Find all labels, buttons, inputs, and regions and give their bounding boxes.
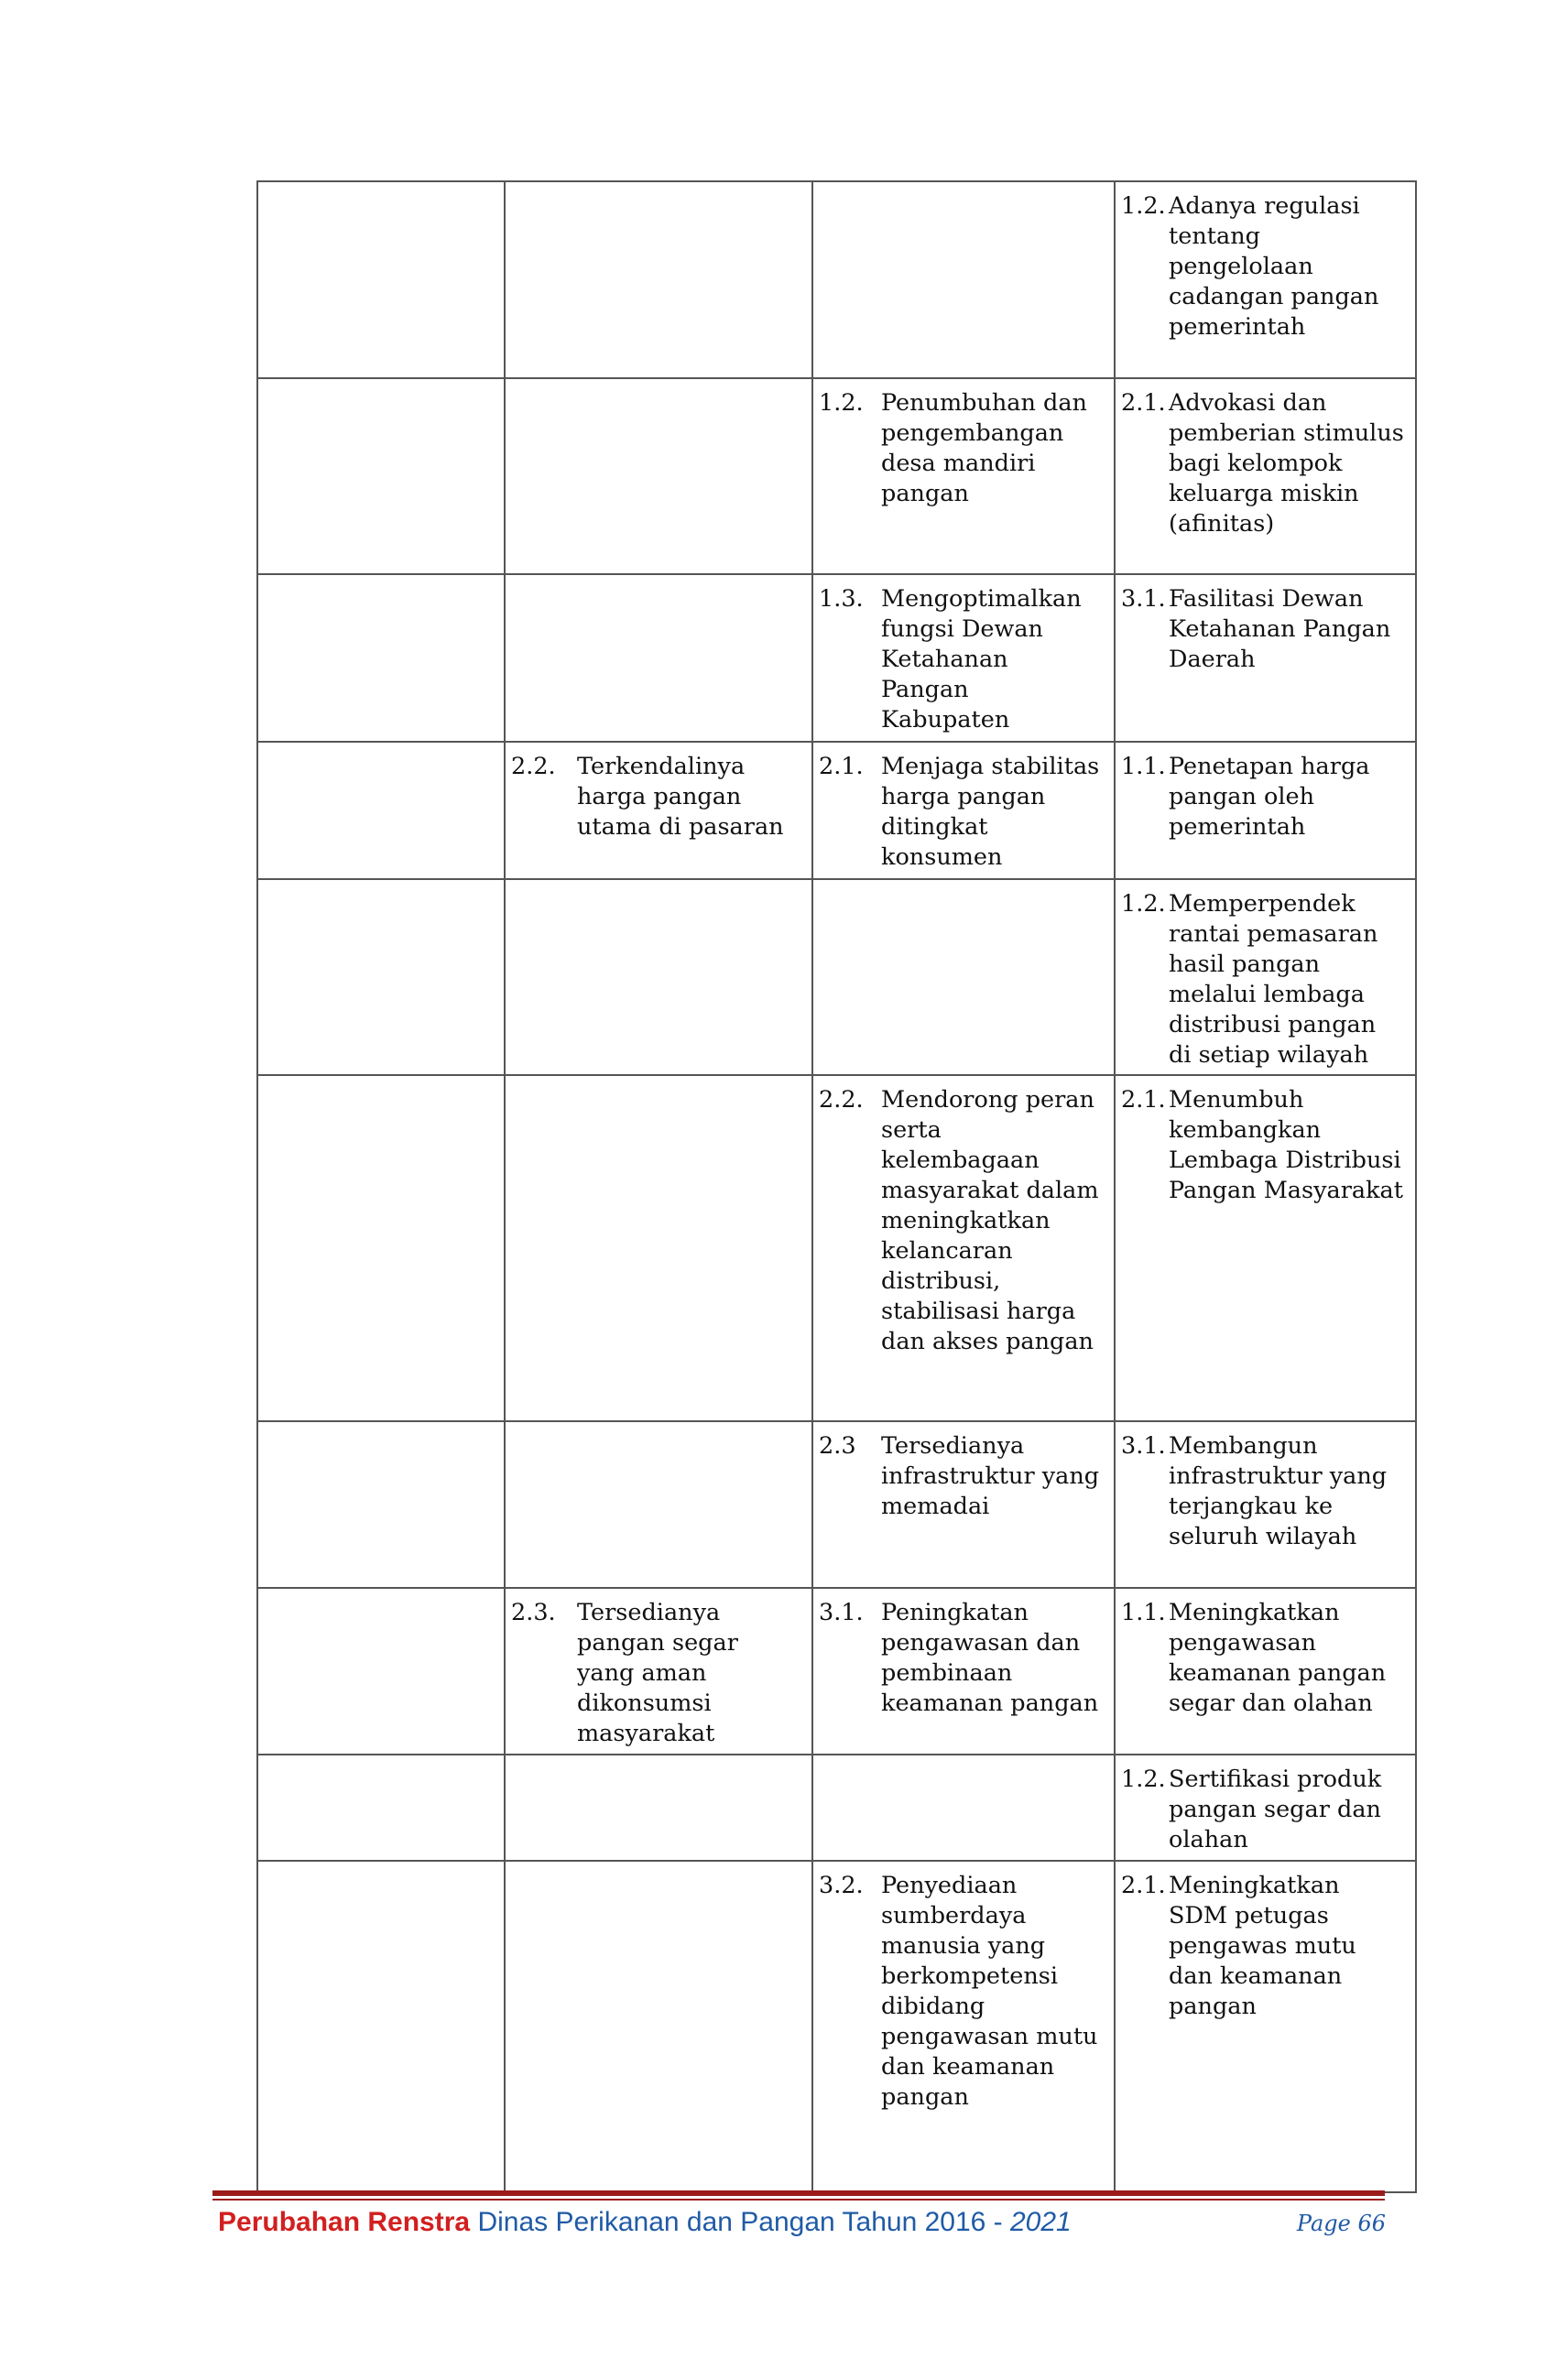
item-text: Peningkatan pengawasan dan pembinaan keamanan pangan (881, 1599, 1099, 1717)
table-cell-c2 (505, 1075, 812, 1421)
item-number: 2.1. (819, 753, 864, 780)
item-number: 3.1. (819, 1599, 864, 1626)
list-item (511, 1598, 800, 1749)
list-item (1121, 191, 1404, 342)
table-cell-c2 (505, 181, 812, 378)
table-cell-c2 (505, 1755, 812, 1861)
table-row (257, 181, 1416, 378)
item-text: Penyediaan sumberdaya manusia yang berkompetensi dibidang pengawasan mutu dan keamanan pangan (881, 1872, 1098, 2111)
table-cell-c1 (257, 1861, 505, 2192)
footer-year: 2021 (1010, 2207, 1072, 2237)
item-text: Advokasi dan pemberian stimulus bagi kelompok keluarga miskin (afinitas) (1169, 389, 1404, 538)
list-item (511, 752, 800, 842)
table-cell-c4 (1115, 378, 1416, 574)
table-cell-c1 (257, 181, 505, 378)
table-cell-c4 (1115, 742, 1416, 879)
page-number: Page 66 (1296, 2211, 1386, 2236)
item-text: Menjaga stabilitas harga pangan ditingkat konsumen (881, 753, 1100, 871)
item-text: Sertifikasi produk pangan segar dan olahan (1169, 1766, 1382, 1853)
item-number: 1.2. (1121, 1766, 1166, 1793)
table-cell-c4 (1115, 1755, 1416, 1861)
item-text: Membangun infrastruktur yang terjangkau ke seluruh wilayah (1169, 1432, 1388, 1550)
table-cell-c4 (1115, 574, 1416, 742)
item-text: Menumbuh kembangkan Lembaga Distribusi Pangan Masyarakat (1169, 1086, 1403, 1204)
table-cell-c2 (505, 378, 812, 574)
table-cell-c1 (257, 378, 505, 574)
list-item (1121, 388, 1404, 539)
footer-rule-thin (212, 2199, 1385, 2201)
item-number: 2.1. (1121, 1086, 1166, 1114)
table-cell-c3 (812, 1861, 1115, 2192)
table-cell-c3 (812, 574, 1115, 742)
list-item (819, 388, 1103, 509)
list-item (819, 1871, 1103, 2113)
list-item (819, 752, 1103, 873)
item-text: Memperpendek rantai pemasaran hasil pangan melalui lembaga distribusi pangan di setiap wilayah (1169, 890, 1378, 1069)
item-text: Adanya regulasi tentang pengelolaan cadangan pangan pemerintah (1169, 192, 1379, 341)
list-item (1121, 1871, 1404, 2022)
table-cell-c3 (812, 742, 1115, 879)
footer-rule (212, 2190, 1385, 2196)
table-cell-c2 (505, 1421, 812, 1588)
list-item (819, 1431, 1103, 1522)
table-row (257, 1755, 1416, 1861)
item-text: Terkendalinya harga pangan utama di pasaran (577, 753, 784, 841)
table-cell-c3 (812, 1421, 1115, 1588)
item-number: 1.3. (819, 585, 864, 613)
table-cell-c4 (1115, 181, 1416, 378)
item-text: Penumbuhan dan pengembangan desa mandiri pangan (881, 389, 1087, 507)
table-row (257, 1075, 1416, 1421)
table-row (257, 378, 1416, 574)
item-text: Tersedianya infrastruktur yang memadai (881, 1432, 1100, 1520)
table-cell-c2 (505, 1588, 812, 1755)
table-cell-c1 (257, 879, 505, 1075)
table-row (257, 1421, 1416, 1588)
list-item (1121, 752, 1404, 842)
table-cell-c1 (257, 1075, 505, 1421)
table-cell-c3 (812, 1588, 1115, 1755)
item-number: 2.2. (511, 753, 556, 780)
table-cell-c1 (257, 742, 505, 879)
table-cell-c2 (505, 1861, 812, 2192)
item-number: 1.1. (1121, 1599, 1166, 1626)
item-number: 3.2. (819, 1872, 864, 1899)
table-cell-c1 (257, 1588, 505, 1755)
table-cell-c1 (257, 1421, 505, 1588)
item-number: 2.2. (819, 1086, 864, 1114)
item-number: 2.1. (1121, 1872, 1166, 1899)
table-cell-c2 (505, 742, 812, 879)
table-cell-c4 (1115, 1075, 1416, 1421)
table-cell-c4 (1115, 1421, 1416, 1588)
list-item (1121, 1431, 1404, 1552)
table-row (257, 1588, 1416, 1755)
table-cell-c4 (1115, 879, 1416, 1075)
item-text: Meningkatkan pengawasan keamanan pangan segar dan olahan (1169, 1599, 1387, 1717)
table-cell-c1 (257, 1755, 505, 1861)
item-number: 2.1. (1121, 389, 1166, 417)
item-text: Meningkatkan SDM petugas pengawas mutu dan keamanan pangan (1169, 1872, 1356, 2020)
item-text: Fasilitasi Dewan Ketahanan Pangan Daerah (1169, 585, 1391, 673)
table-row (257, 742, 1416, 879)
footer-title-bold: Perubahan Renstra (218, 2207, 471, 2237)
table-cell-c2 (505, 574, 812, 742)
table-body (257, 181, 1416, 2192)
table-cell-c3 (812, 378, 1115, 574)
table-cell-c3 (812, 1075, 1115, 1421)
strategy-table (256, 180, 1417, 2193)
item-number: 2.3 (819, 1432, 856, 1460)
item-number: 1.2. (1121, 890, 1166, 918)
table-cell-c1 (257, 574, 505, 742)
list-item (1121, 1598, 1404, 1719)
table-cell-c2 (505, 879, 812, 1075)
table-cell-c3 (812, 181, 1115, 378)
item-text: Tersedianya pangan segar yang aman dikonsumsi masyarakat (577, 1599, 738, 1747)
table-cell-c3 (812, 879, 1115, 1075)
item-number: 1.2. (819, 389, 864, 417)
table-row (257, 879, 1416, 1075)
list-item (819, 584, 1103, 735)
table-cell-c4 (1115, 1861, 1416, 2192)
item-text: Mendorong peran serta kelembagaan masyarakat dalam meningkatkan kelancaran distribusi, stabilisasi harga dan akses pangan (881, 1086, 1099, 1355)
table-cell-c3 (812, 1755, 1115, 1861)
table-row (257, 574, 1416, 742)
item-number: 1.1. (1121, 753, 1166, 780)
item-text: Mengoptimalkan fungsi Dewan Ketahanan Pangan Kabupaten (881, 585, 1082, 734)
item-number: 3.1. (1121, 585, 1166, 613)
footer-title: Dinas Perikanan dan Pangan Tahun 2016 - (477, 2207, 1003, 2237)
list-item (1121, 584, 1404, 675)
list-item (819, 1598, 1103, 1719)
table-cell-c4 (1115, 1588, 1416, 1755)
list-item (1121, 889, 1404, 1070)
item-number: 3.1. (1121, 1432, 1166, 1460)
list-item (1121, 1765, 1404, 1855)
list-item (1121, 1085, 1404, 1206)
item-text: Penetapan harga pangan oleh pemerintah (1169, 753, 1370, 841)
table-row (257, 1861, 1416, 2192)
page-footer (218, 2207, 1386, 2244)
item-number: 1.2. (1121, 192, 1166, 220)
list-item (819, 1085, 1103, 1357)
item-number: 2.3. (511, 1599, 556, 1626)
